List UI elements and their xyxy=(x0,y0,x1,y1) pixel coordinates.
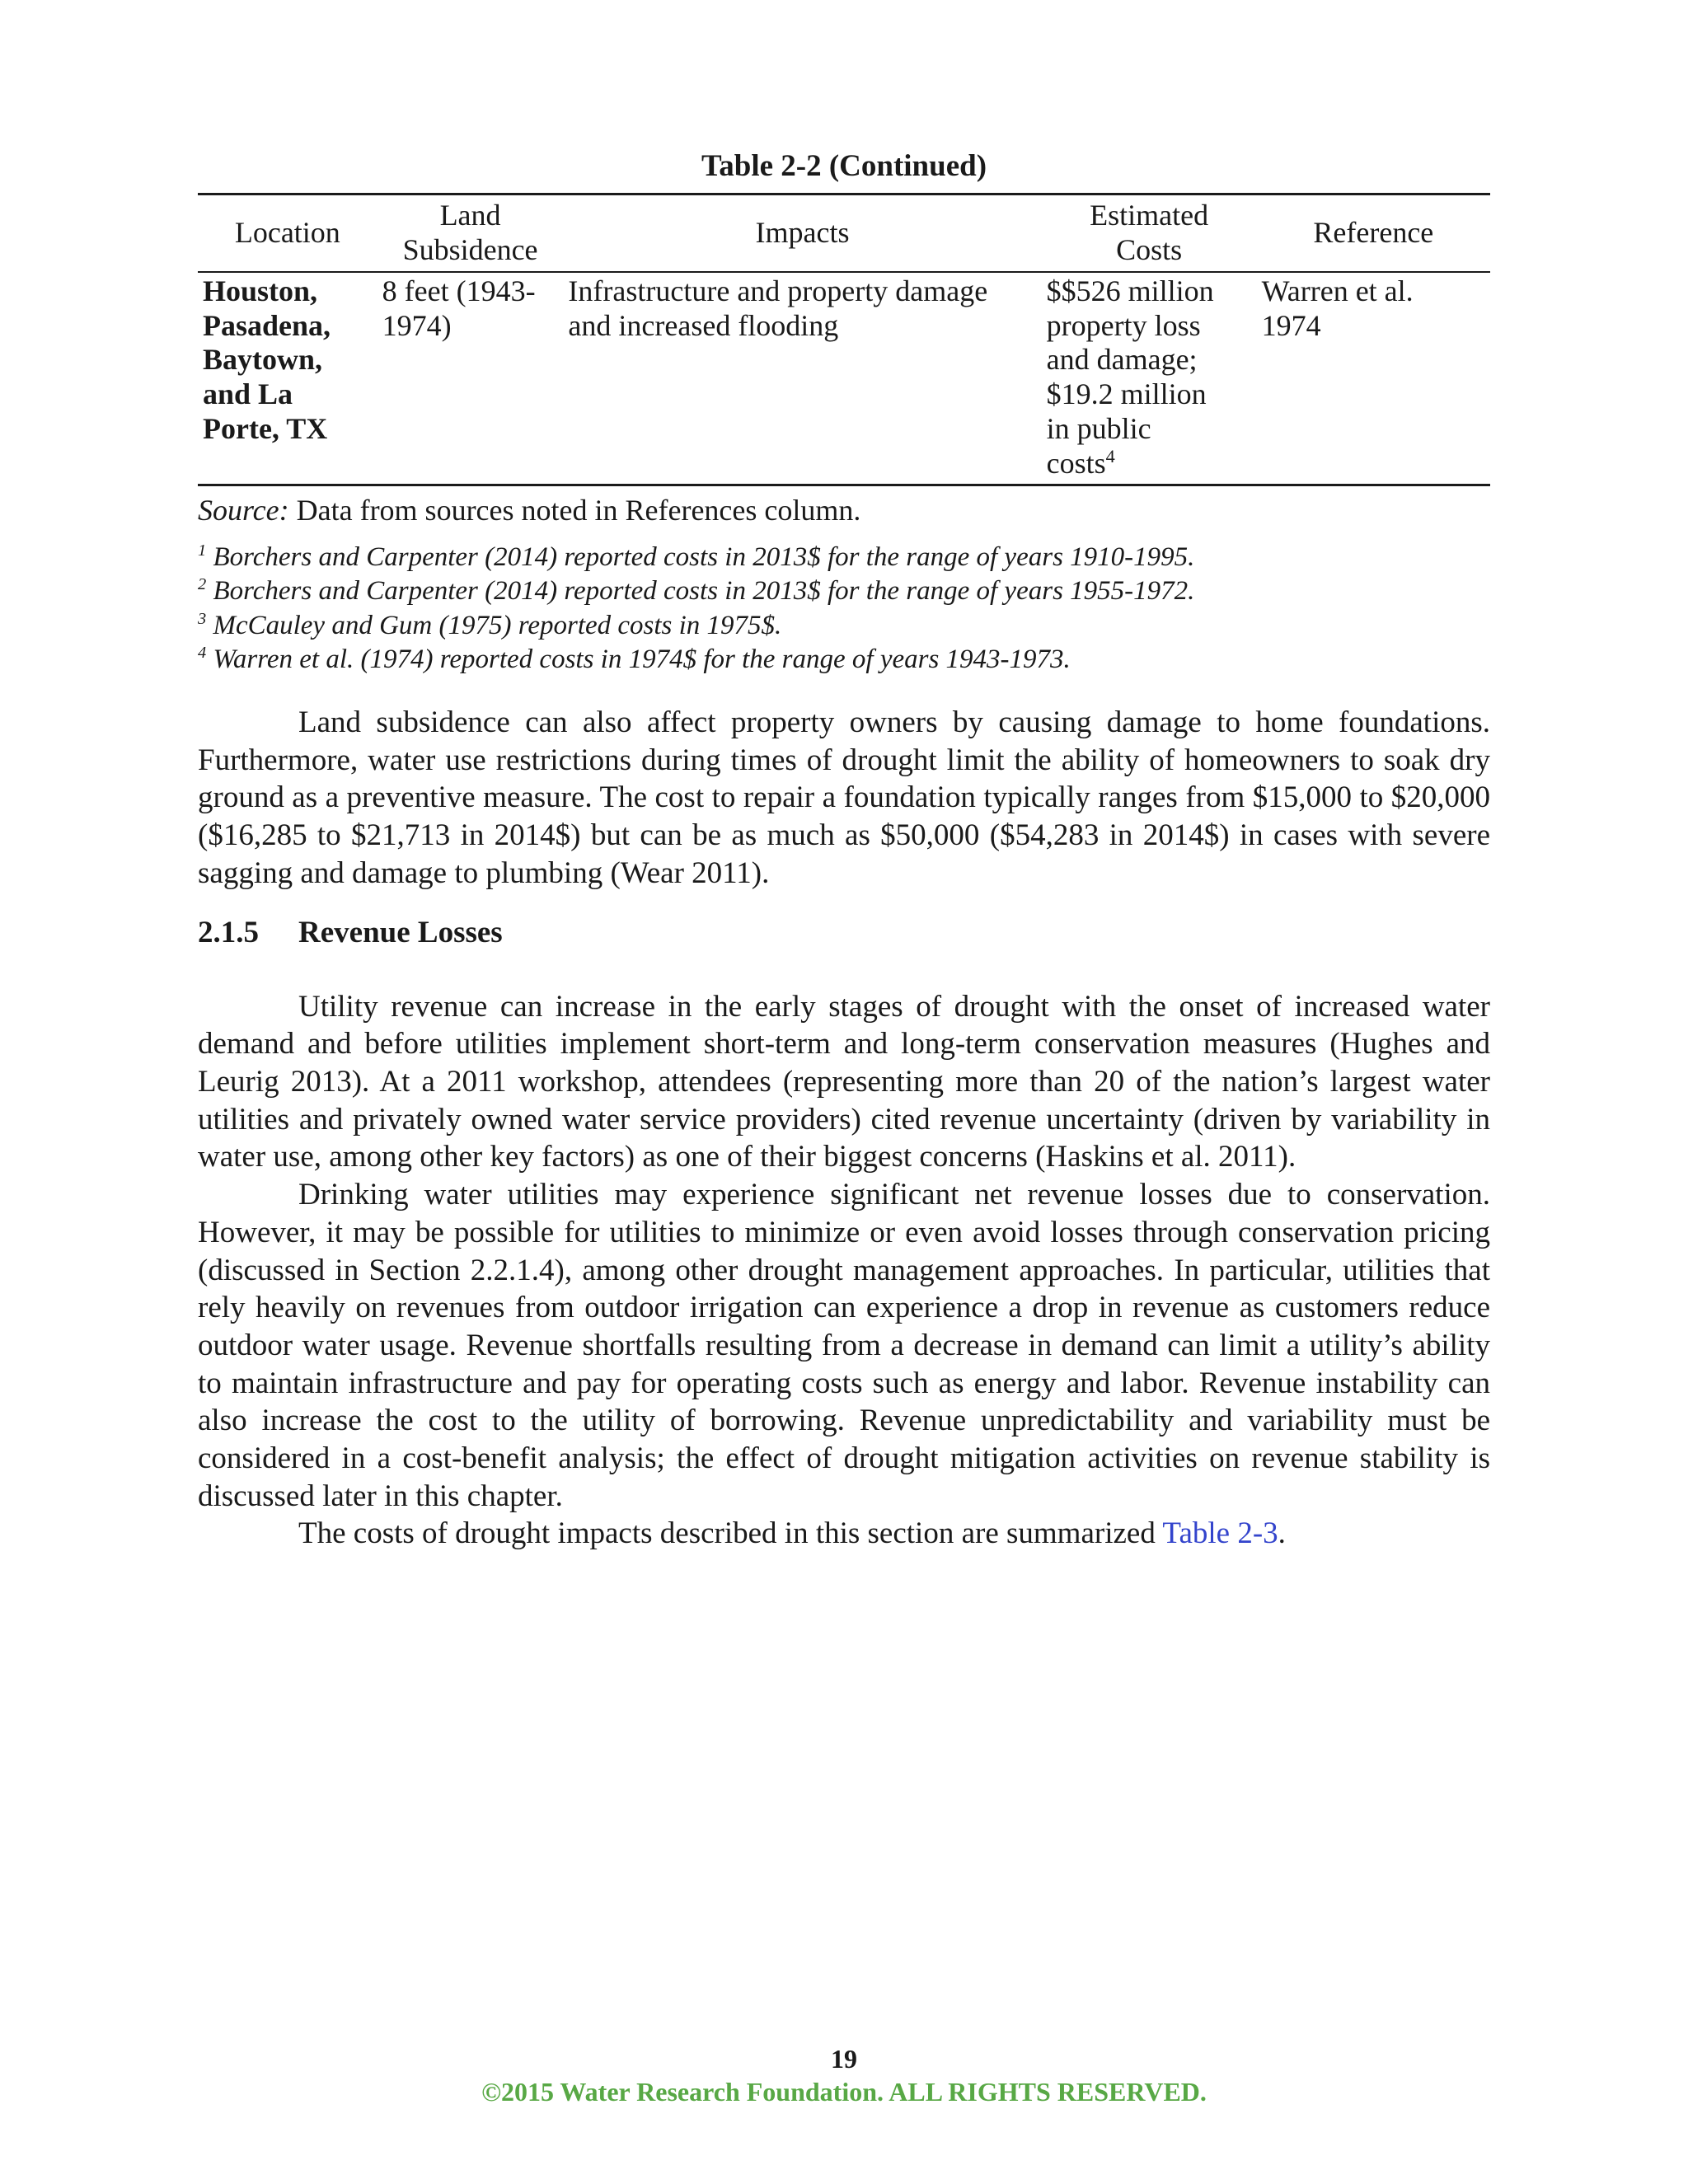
table-2-3-link[interactable]: Table 2-3 xyxy=(1162,1516,1278,1551)
footnote xyxy=(198,643,1490,677)
header-costs-line1: Estimated xyxy=(1090,199,1209,232)
cell-location-line: Baytown, xyxy=(203,343,323,377)
paragraph-land-subsidence: Land subsidence can also affect property owners by causing damage to home foundations. Furthermore, water use restrictions during times of drought limit the ability of homeowners to soak dry ground as a preventive measure. The cost to repair a foundation typically ranges from $15,000 to $20,000 ($16,285 to $21,713 in 2014$) but can be as much as $50,000 ($54,283 in 2014$) in cases with severe sagging and damage to plumbing (Wear 2011). xyxy=(198,705,1490,890)
summary-text: The costs of drought impacts described in this section are summarized xyxy=(298,1516,1163,1551)
section-heading xyxy=(198,915,1490,951)
cell-location-line: Pasadena, xyxy=(203,308,331,342)
table-row xyxy=(198,272,1490,485)
header-land-subsidence xyxy=(377,194,564,272)
cell-location-line: Porte, TX xyxy=(203,411,328,445)
cell-costs-line: property loss xyxy=(1046,308,1201,342)
footnote-text: Warren et al. (1974) reported costs in 1974$ for the range of years 1943-1973. xyxy=(206,644,1071,675)
table-footnotes xyxy=(198,541,1490,677)
page-number: 19 xyxy=(831,2044,857,2074)
cell-costs-line: in public xyxy=(1046,411,1151,445)
footnote-text: Borchers and Carpenter (2014) reported costs in 2013$ for the range of years 1910-1995. xyxy=(206,541,1195,572)
paragraph-summary xyxy=(198,1515,1490,1553)
table-source-note xyxy=(198,493,1490,528)
footnote-mark: 1 xyxy=(198,541,207,560)
summary-end: . xyxy=(1278,1516,1286,1551)
subsidence-table xyxy=(198,193,1490,486)
footnote-text: Borchers and Carpenter (2014) reported costs in 2013$ for the range of years 1955-1972. xyxy=(206,576,1195,607)
footnote xyxy=(198,541,1490,575)
header-reference: Reference xyxy=(1313,216,1434,250)
section-number: 2.1.5 xyxy=(198,916,259,950)
cell-impacts xyxy=(563,272,1041,485)
header-location: Location xyxy=(234,216,340,250)
footnote-marker: 4 xyxy=(1105,445,1115,466)
paragraph-utility-revenue: Utility revenue can increase in the early stages of drought with the onset of increased water demand and before utilities implement short-term and long-term conservation measures (Hughes and Leurig 2013). At a 2011 workshop, attendees (representing more than 20 of the nation’s largest water utilities and privately owned water service providers) cited revenue uncertainty (driven by variability in water use, among other key factors) as one of their biggest concerns (Haskins et al. 2011). xyxy=(198,989,1490,1174)
cell-location xyxy=(198,272,377,485)
cell-location-line: Houston, xyxy=(203,274,318,307)
section-title: Revenue Losses xyxy=(298,916,503,950)
cell-impacts-line: Infrastructure and property damage xyxy=(568,274,988,307)
cell-impacts-line: and increased flooding xyxy=(568,308,839,342)
header-costs-line2: Costs xyxy=(1116,233,1183,267)
cell-land-subsidence xyxy=(377,272,564,485)
cell-costs-line: $19.2 million xyxy=(1046,377,1207,411)
table-header-row xyxy=(198,194,1490,272)
cell-costs-line: and damage; xyxy=(1046,343,1198,377)
document-page xyxy=(198,148,1490,1553)
cell-reference-line: 1974 xyxy=(1261,308,1321,342)
cell-costs-line: $$526 million xyxy=(1046,274,1214,307)
footnote-mark: 2 xyxy=(198,575,207,594)
cell-land-line: 8 feet (1943- xyxy=(382,274,536,307)
cell-reference xyxy=(1257,272,1490,485)
footnote xyxy=(198,609,1490,644)
cell-costs-line: costs xyxy=(1046,446,1106,480)
table-caption: Table 2-2 (Continued) xyxy=(701,149,987,183)
footnote xyxy=(198,574,1490,609)
footnote-mark: 3 xyxy=(198,609,207,628)
copyright-notice: ©2015 Water Research Foundation. ALL RIGHTS RESERVED. xyxy=(481,2077,1207,2107)
cell-location-line: and La xyxy=(203,377,293,411)
footnote-text: McCauley and Gum (1975) reported costs in 1975$. xyxy=(206,610,782,640)
paragraph-revenue-losses: Drinking water utilities may experience significant net revenue losses due to conservation. However, it may be possible for utilities to minimize or even avoid losses through conservation pricing (discussed in Section 2.2.1.4), among other drought management approaches. In particular, utilities that rely heavily on revenues from outdoor irrigation can experience a drop in revenue as customers reduce outdoor water usage. Revenue shortfalls resulting from a decrease in demand can limit a utility’s ability to maintain infrastructure and pay for operating costs such as energy and labor. Revenue instability can also increase the cost to the utility of borrowing. Revenue unpredictability and variability must be considered in a cost-benefit analysis; the effect of drought mitigation activities on revenue stability is discussed later in this chapter. xyxy=(198,1178,1490,1513)
header-land-line1: Land xyxy=(439,199,501,232)
footnote-mark: 4 xyxy=(198,644,207,663)
header-estimated-costs xyxy=(1042,194,1257,272)
source-lead: Source: xyxy=(198,494,289,527)
source-text: Data from sources noted in References column. xyxy=(288,494,861,527)
cell-land-line: 1974) xyxy=(382,308,452,342)
header-impacts: Impacts xyxy=(755,216,850,250)
cell-estimated-costs xyxy=(1042,272,1257,485)
cell-reference-line: Warren et al. xyxy=(1261,274,1414,307)
header-land-line2: Subsidence xyxy=(402,233,538,267)
